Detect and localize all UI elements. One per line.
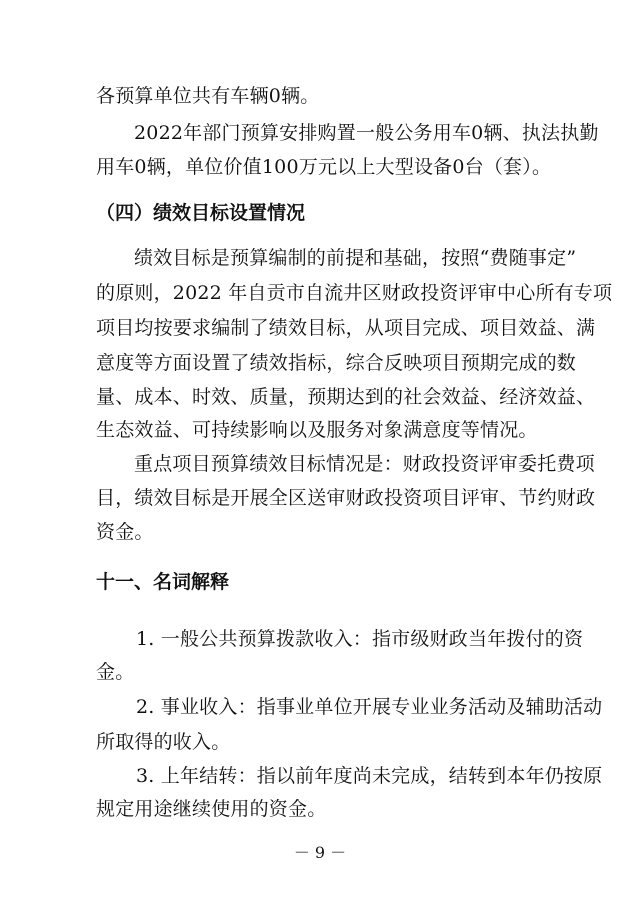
vehicles-line-3: 用车0辆，单位价值100万元以上大型设备0台（套）。	[96, 156, 552, 178]
performance-para1-line-1: 绩效目标是预算编制的前提和基础，按照“费随事定”	[134, 247, 577, 269]
performance-para2-line-2: 目，绩效目标是开展全区送审财政投资项目评审、节约财政	[96, 487, 596, 509]
glossary-item2-line-2: 所取得的收入。	[96, 731, 231, 753]
glossary-item1-line-1: 1. 一般公共预算拨款收入：指市级财政当年拨付的资	[136, 628, 584, 650]
page-number: － 9 －	[293, 843, 347, 862]
vehicles-line-1: 各预算单位共有车辆0辆。	[96, 85, 320, 107]
performance-heading: （四）绩效目标设置情况	[96, 202, 306, 224]
performance-para1-line-3: 项目均按要求编制了绩效目标，从项目完成、项目效益、满	[96, 317, 596, 339]
glossary-item1-line-2: 金。	[96, 661, 135, 683]
performance-para2-line-1: 重点项目预算绩效目标情况是：财政投资评审委托费项	[134, 453, 595, 475]
performance-para1-line-4: 意度等方面设置了绩效指标，综合反映项目预期完成的数	[96, 352, 577, 374]
glossary-heading: 十一、名词解释	[96, 571, 230, 593]
performance-para1-line-6: 生态效益、可持续影响以及服务对象满意度等情况。	[96, 419, 538, 441]
glossary-item2-line-1: 2. 事业收入：指事业单位开展专业业务活动及辅助活动	[136, 696, 603, 718]
performance-para2-line-3: 资金。	[96, 521, 154, 543]
glossary-item3-line-1: 3. 上年结转：指以前年度尚未完成，结转到本年仍按原	[136, 765, 603, 787]
glossary-item3-line-2: 规定用途继续使用的资金。	[96, 798, 327, 820]
vehicles-line-2: 2022年部门预算安排购置一般公务用车0辆、执法执勤	[134, 122, 599, 144]
performance-para1-line-5: 量、成本、时效、质量，预期达到的社会效益、经济效益、	[96, 386, 596, 408]
performance-para1-line-2: 的原则，2022 年自贡市自流井区财政投资评审中心所有专项	[96, 282, 613, 304]
